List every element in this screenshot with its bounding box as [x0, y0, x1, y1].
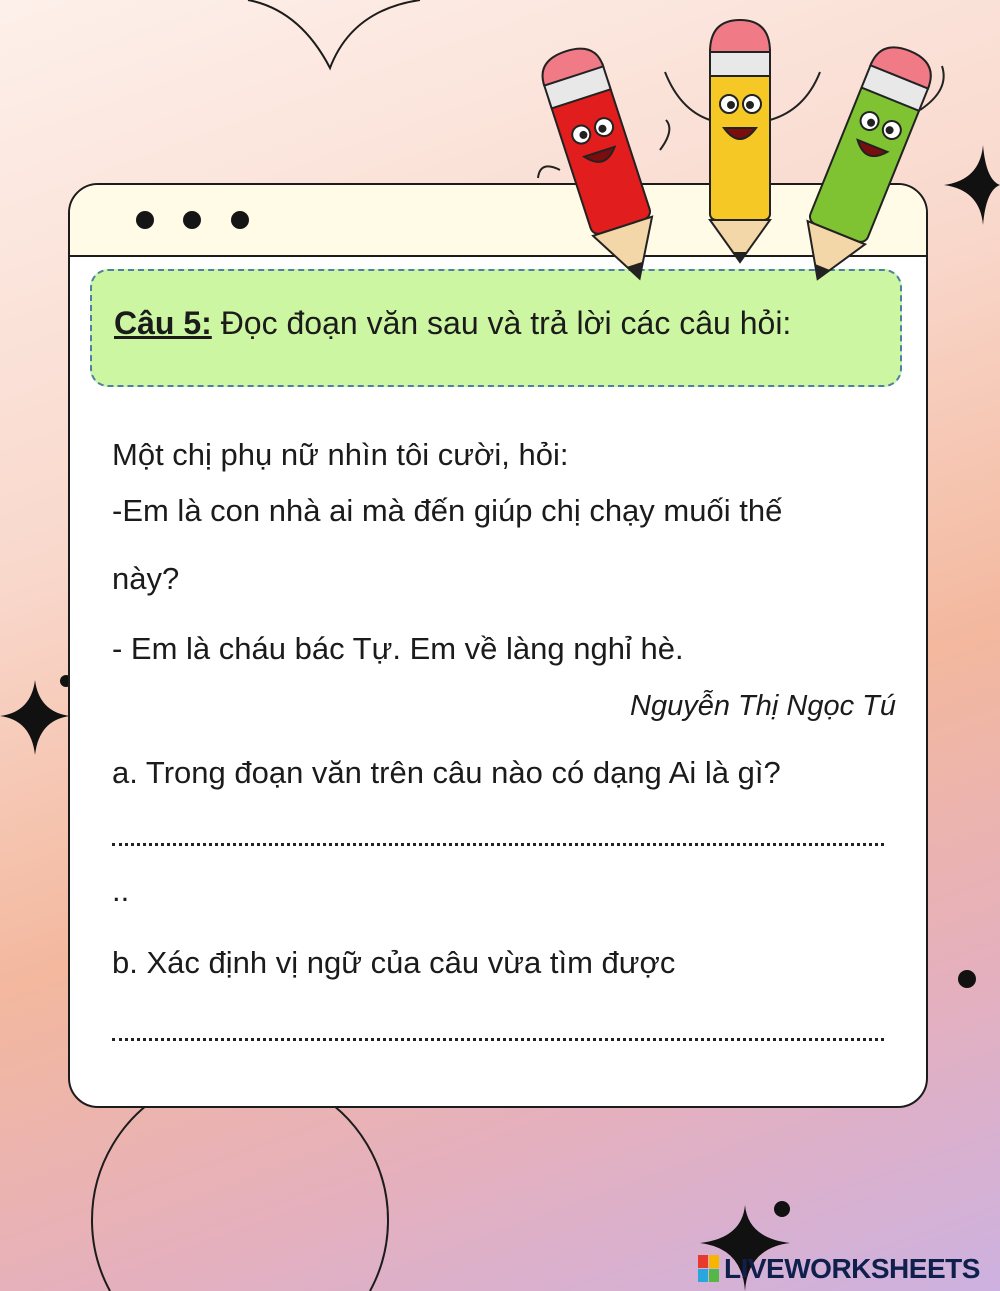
passage-line: này?	[112, 561, 180, 596]
logo-text: LIVEWORKSHEETS	[724, 1253, 980, 1284]
task-a-tail: ..	[112, 873, 130, 908]
liveworksheets-logo	[698, 1253, 980, 1285]
window-dot-icon	[136, 211, 154, 229]
task-b-text: b. Xác định vị ngữ của câu vừa tìm được	[112, 945, 676, 980]
dot-decoration	[774, 1201, 790, 1217]
passage-author: Nguyễn Thị Ngọc Tú	[630, 690, 896, 722]
passage-line: - Em là cháu bác Tự. Em về làng nghỉ hè.	[112, 631, 684, 666]
worksheet-card	[68, 183, 928, 1108]
answer-line-a[interactable]	[112, 835, 884, 846]
top-arc-decoration	[248, 0, 420, 68]
yellow-pencil-character	[665, 20, 820, 262]
passage-line: -Em là con nhà ai mà đến giúp chị chạy muối thế	[112, 493, 783, 528]
answer-line-b[interactable]	[112, 1030, 884, 1041]
red-pencil-character	[536, 42, 669, 288]
window-dot-icon	[183, 211, 201, 229]
sparkle-star-icon	[0, 680, 70, 755]
window-dot-icon	[231, 211, 249, 229]
question-prompt: Đọc đoạn văn sau và trả lời các câu hỏi:	[211, 305, 792, 341]
task-a-text: a. Trong đoạn văn trên câu nào có dạng Ai là gì?	[112, 755, 781, 790]
question-label: Câu 5:	[114, 305, 212, 341]
green-pencil-character	[789, 39, 939, 290]
question-text	[114, 305, 791, 342]
pencil-characters	[530, 0, 970, 290]
liveworksheets-logo-icon	[698, 1255, 720, 1283]
passage-line: Một chị phụ nữ nhìn tôi cười, hỏi:	[112, 437, 569, 472]
dot-decoration	[958, 970, 976, 988]
